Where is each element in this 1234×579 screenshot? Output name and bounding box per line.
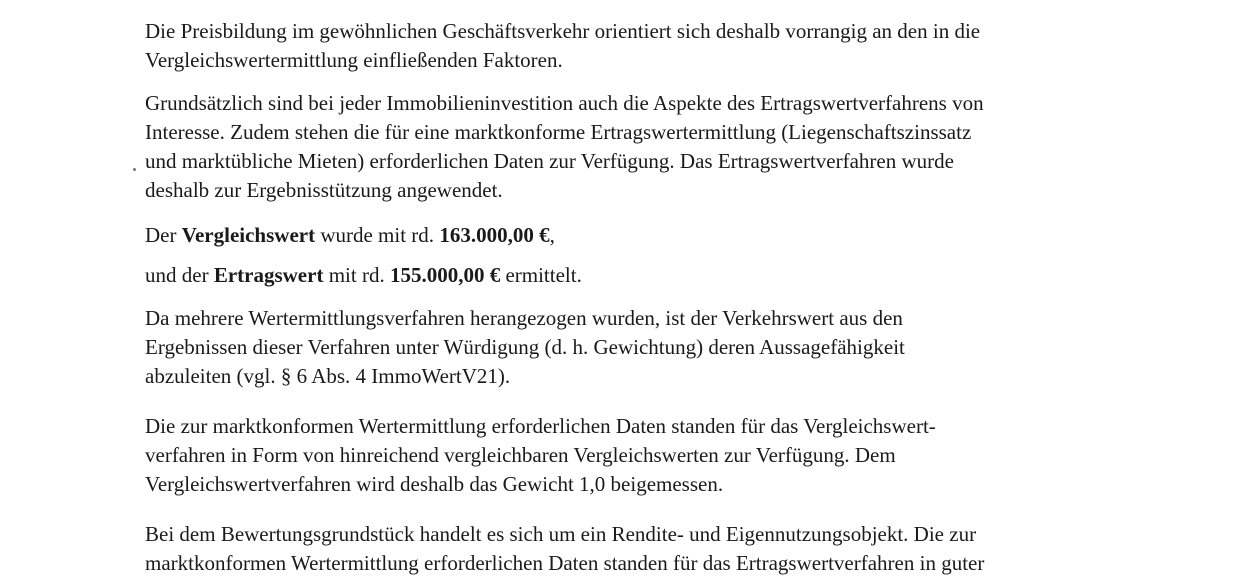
text-line	[145, 221, 1175, 250]
text-line: Die zur marktkonformen Wertermittlung erforderlichen Daten standen für das Vergleichswert-	[145, 414, 936, 438]
text-segment: ermittelt.	[500, 263, 582, 287]
text-line: Interesse. Zudem stehen die für eine marktkonforme Ertragswertermittlung (Liegenschaftszinssatz	[145, 120, 972, 144]
paragraph-income-value	[145, 261, 1175, 290]
text-line: und marktübliche Mieten) erforderlichen Daten zur Verfügung. Das Ertragswertverfahren wurde	[145, 149, 954, 173]
paragraph-comparison-value	[145, 221, 1175, 250]
text-line: Da mehrere Wertermittlungsverfahren herangezogen wurden, ist der Verkehrswert aus den	[145, 306, 903, 330]
text-line: Vergleichswertermittlung einfließenden Faktoren.	[145, 48, 563, 72]
text-line: Die Preisbildung im gewöhnlichen Geschäftsverkehr orientiert sich deshalb vorrangig an den in die	[145, 19, 981, 43]
paragraph-price-formation	[145, 17, 1175, 75]
paragraph-property-type	[145, 520, 1175, 578]
text-line	[145, 261, 1175, 290]
text-line: deshalb zur Ergebnisstützung angewendet.	[145, 178, 503, 202]
text-line: Ergebnissen dieser Verfahren unter Würdigung (d. h. Gewichtung) deren Aussagefähigkeit	[145, 335, 905, 359]
term-comparison-value: Vergleichswert	[181, 223, 316, 247]
comparison-value-amount: 163.000,00 €	[439, 223, 550, 247]
scan-speck	[133, 168, 136, 171]
paragraph-market-value-derivation	[145, 304, 1175, 391]
text-segment: Der	[145, 223, 182, 247]
text-line: verfahren in Form von hinreichend vergleichbaren Vergleichswerten zur Verfügung. Dem	[145, 443, 896, 467]
text-segment: ,	[549, 223, 555, 247]
text-line: Grundsätzlich sind bei jeder Immobilieninvestition auch die Aspekte des Ertragswertverfahrens von	[145, 91, 984, 115]
text-segment: wurde mit rd.	[315, 223, 440, 247]
term-income-value: Ertragswert	[213, 263, 324, 287]
paragraph-income-approach	[145, 89, 1175, 205]
text-line: Vergleichswertverfahren wird deshalb das Gewicht 1,0 beigemessen.	[145, 472, 724, 496]
text-line: marktkonformen Wertermittlung erforderlichen Daten standen für das Ertragswertverfahren in guter	[145, 551, 985, 575]
text-line: abzuleiten (vgl. § 6 Abs. 4 ImmoWertV21).	[145, 364, 511, 388]
text-segment: mit rd.	[323, 263, 390, 287]
income-value-amount: 155.000,00 €	[389, 263, 501, 287]
paragraph-comparison-weight	[145, 412, 1175, 499]
text-segment: und der	[145, 263, 214, 287]
text-line: Bei dem Bewertungsgrundstück handelt es sich um ein Rendite- und Eigennutzungsobjekt. Die zur	[145, 522, 977, 546]
